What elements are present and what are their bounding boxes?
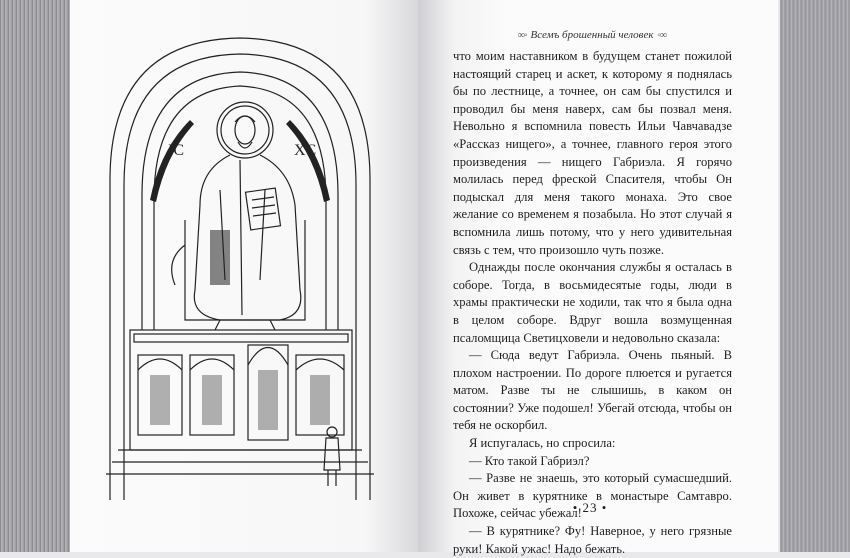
- paragraph: — Сюда ведут Габриэла. Очень пьяный. В плохом настроении. По дороге плюется и ругается матом. Разве ты не слышишь, в каком он состоянии? Уже подошел! Убегай отсюда, чтобы он тебя не оскорбил.: [453, 348, 732, 433]
- icon-letters-xc: XC: [294, 142, 317, 159]
- running-header: [512, 27, 672, 43]
- body-text: [453, 48, 732, 558]
- paragraph: — Разве не знаешь, это который сумасшедший. Он живет в курятнике в монастыре Самтавро. Похоже, сейчас убежал!: [453, 471, 732, 521]
- paragraph: Я испугалась, но спросила:: [469, 436, 616, 451]
- paragraph: Однажды после окончания службы я осталась в соборе. Тогда, в восьмидесятые годы, люди в храмы практически не ходили, так что я была одна в целом соборе. Вдруг вошла возмущенная псаломщица Светицховели и недовольно сказала:: [453, 260, 732, 345]
- icon-letters-ic: IC: [168, 142, 184, 159]
- ornament-right-icon: ◦∞: [657, 29, 667, 41]
- paragraph: что моим наставником в будущем станет пожилой настоящий старец и аскет, к которому я поднялась бы по лестнице, а точнее, он сам бы спустился и проводил бы меня наверх, сам бы позвал меня. Невольно я вспомнила повесть Ильи Чавчавадзе «Рассказ нищего», а точнее, главного героя этого произведения — нищего Габриэла. Я горячо молилась перед фреской Спасителя, чтобы Он подыскал для меня такого монаха. Это свое желание со временем я позабыла. Но этот случай я вспомнила лишь потому, что у него удивительная связь с тем, что произошло чуть позже.: [453, 49, 732, 257]
- paragraph: — Кто такой Габриэл?: [469, 453, 590, 468]
- paragraph: — В курятнике? Фу! Наверное, у него грязные руки! Какой ужас! Надо бежать.: [453, 524, 732, 556]
- page-number: • 23 •: [572, 500, 608, 515]
- running-title: Всемъ брошенный человек: [530, 29, 654, 41]
- fresco-illustration: [90, 30, 390, 500]
- ornament-left-icon: ∞◦: [517, 29, 527, 41]
- book-page-edges-right: [780, 0, 850, 552]
- book-page-edges-left: [0, 0, 70, 552]
